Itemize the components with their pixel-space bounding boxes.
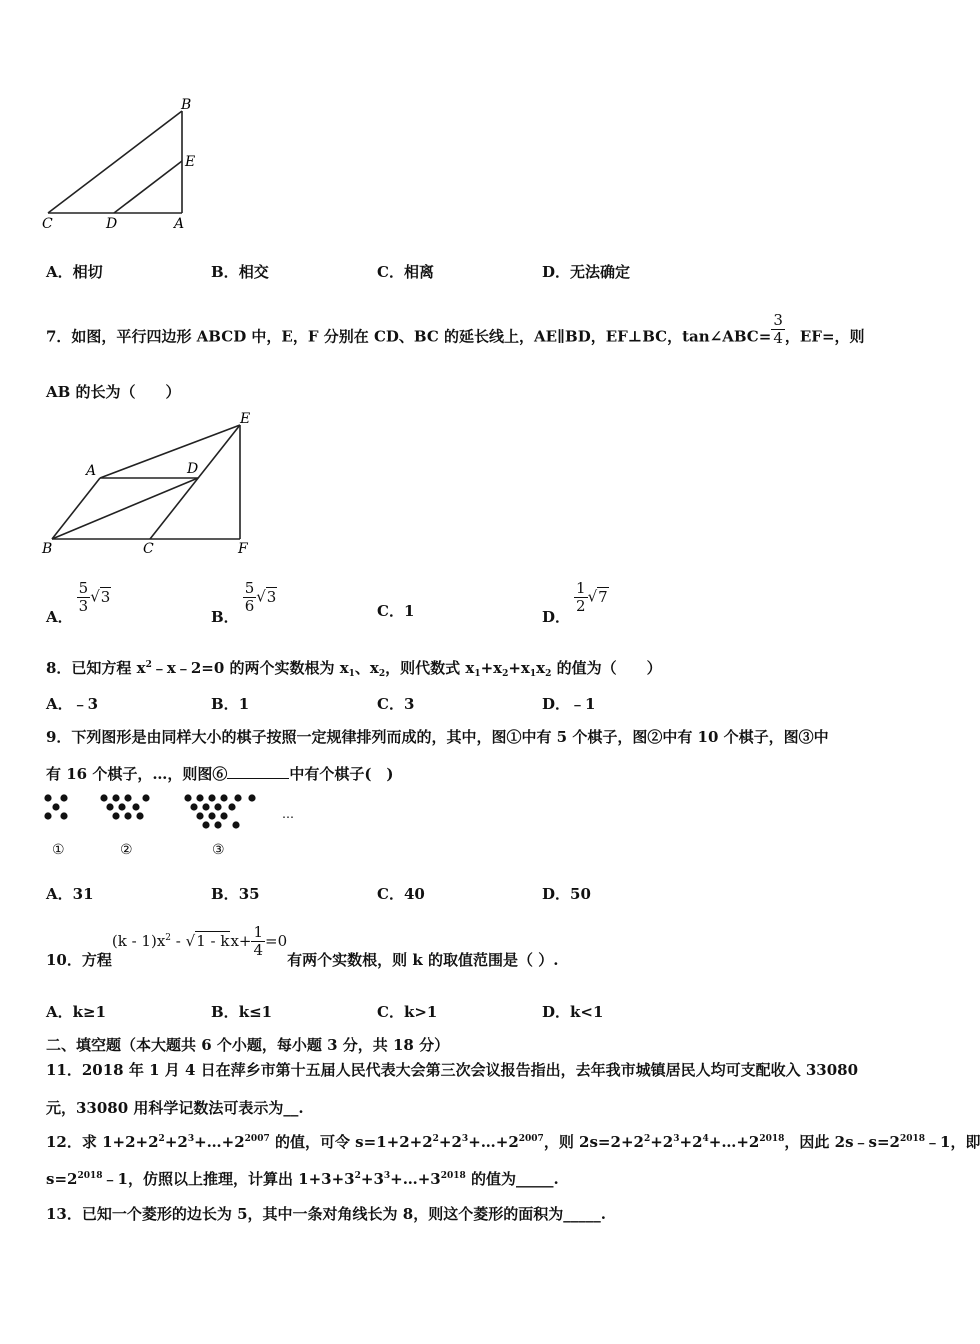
section-title: 二、填空题（本大题共 6 个小题，每小题 3 分，共 18 分） [46,1036,450,1054]
q7-option-d[interactable]: D． $\frac{1}{2}$ √7 [542,579,608,626]
label-a: A [86,463,97,479]
q9-option-a[interactable]: A．31 [46,885,94,903]
figure-label-2: ② [120,842,133,858]
figure-triangle-cab [40,95,210,235]
q8-option-c[interactable]: C．3 [377,695,415,713]
piece-figure-1 [44,794,67,819]
label-e: E [185,154,196,170]
q9-option-b[interactable]: B．35 [211,885,260,903]
label-e: E [240,411,251,427]
q9-option-c[interactable]: C．40 [377,885,425,903]
q6-option-a[interactable]: A．相切 [46,263,103,281]
q8-option-a[interactable]: A．﹣3 [46,695,99,713]
label-a: A [174,216,185,232]
q11-question-line2: 元，33080 用科学记数法可表示为__. [46,1099,304,1117]
label-d: D [106,216,118,232]
q7-option-a[interactable]: A． $\frac{5}{3}$ √3 [46,579,111,626]
ellipsis: … [282,807,294,821]
label-b: B [181,97,192,113]
q8-option-d[interactable]: D．﹣1 [542,695,596,713]
q10-option-b[interactable]: B．k≤1 [211,1003,273,1021]
q8-question: 8．已知方程 $x^2﹣x﹣2=0$ 的两个实数根为 $x_1$、$x_2$，则代数式 $x_1+x_2+x_1x_2$ 的值为（ ） [46,659,662,679]
label-c: C [143,541,154,557]
q10-equation: $(k - 1)x^2 - √1 - kx+$ $\frac{1}{4}$ =0 [111,923,288,959]
figure-label-3: ③ [212,842,225,858]
q7-option-c[interactable]: C．1 [377,602,415,620]
q10-option-c[interactable]: C．k>1 [377,1003,438,1021]
q10-option-d[interactable]: D．k<1 [542,1003,604,1021]
q10-option-a[interactable]: A．k≥1 [46,1003,107,1021]
q11-question-line1: 11．2018 年 1 月 4 日在萍乡市第十五届人民代表大会第三次会议报告指出，去年我市城镇居民人均可支配收入 33080 [46,1061,859,1079]
label-b: B [42,541,53,557]
q7-question-line2: AB 的长为（ ） [46,383,181,401]
q6-option-b[interactable]: B．相交 [211,263,269,281]
piece-figure-2 [100,794,149,819]
figure-chess-pieces [40,790,310,840]
segment-ba [52,478,100,539]
q6-option-d[interactable]: D．无法确定 [542,263,631,281]
piece-figure-3 [184,794,255,828]
q12-question-line2: $s=2^{2018}﹣1$，仿照以上推理，计算出 $1+3+3^2+3^3+\dots+3^{2018}$ 的值为_____. [46,1170,559,1188]
q10-question: 10．方程$(k - 1)x^2 - √1 - kx+$ $\frac{1}{4}$ =0有两个实数根，则 k 的取值范围是（ ）. [46,923,559,969]
q8-option-b[interactable]: B．1 [211,695,250,713]
label-d: D [187,461,199,477]
q7-option-b[interactable]: B． $\frac{5}{6}$ √3 [211,579,277,626]
segment-de [114,161,182,213]
figure-label-1: ① [52,842,65,858]
segment-cb [48,111,182,213]
label-c: C [42,216,53,232]
figure-parallelogram [40,408,270,558]
q7-question: 7．如图，平行四边形 ABCD 中，E，F 分别在 CD、BC 的延长线上，AE∥BD，EF⊥BC，tan∠ABC= $\frac{3}{4}$ ，EF=，则 [46,311,865,347]
q9-option-d[interactable]: D．50 [542,885,591,903]
label-f: F [238,541,248,557]
q9-blank [227,778,289,779]
q6-option-c[interactable]: C．相离 [377,263,434,281]
q9-question-line2: 有 16 个棋子，…，则图⑥ 中有个棋子( ) [46,765,394,783]
q12-question-line1: 12．求 $1+2+2^2+2^3+\dots+2^{2007}$ 的值，可令 $s=1+2+2^2+2^3+\dots+2^{2007}$，则 $2s=2+2^2+2^3+2^4+\dots+2^{2018}$，因此 $2s﹣s=2^{2018}﹣1$，即 [46,1133,980,1151]
q13-question: 13．已知一个菱形的边长为 5，其中一条对角线长为 8，则这个菱形的面积为_____. [46,1205,606,1223]
segment-bd [52,478,198,539]
q9-question-line1: 9．下列图形是由同样大小的棋子按照一定规律排列而成的，其中，图①中有 5 个棋子，图②中有 10 个棋子，图③中 [46,728,829,746]
